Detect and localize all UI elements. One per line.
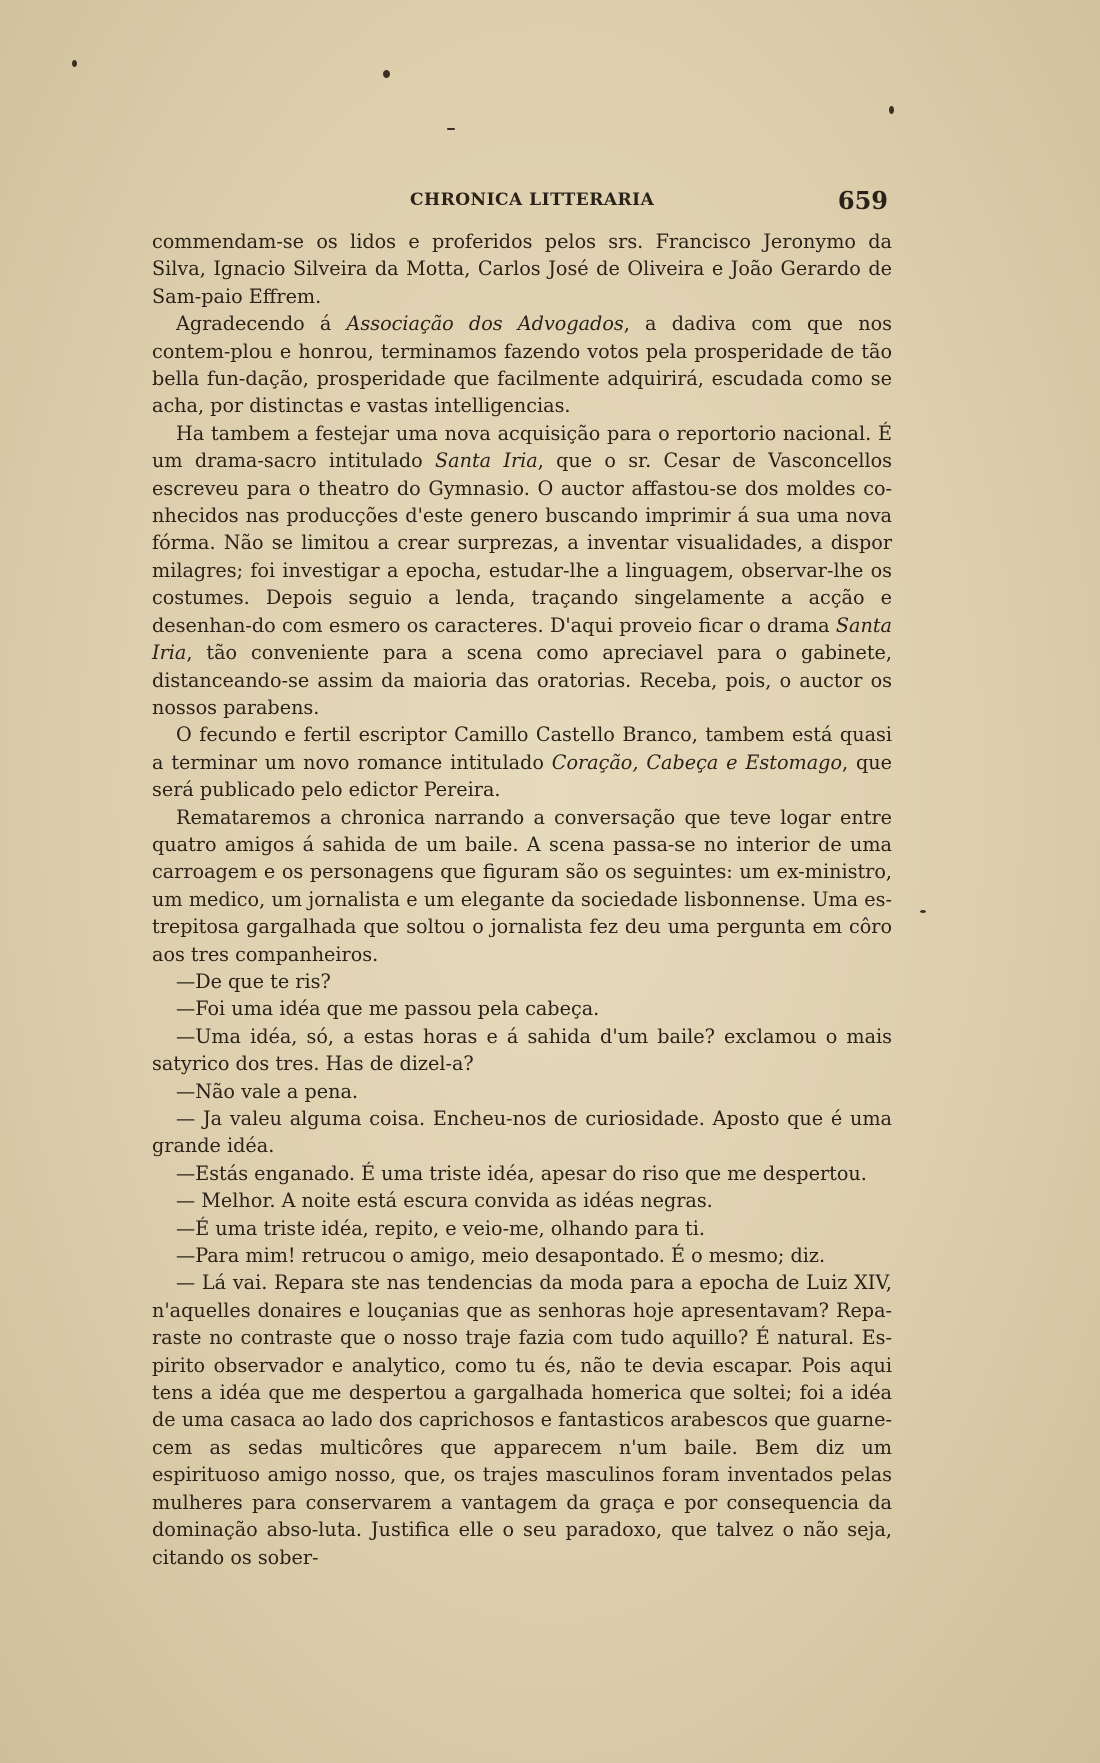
text-run: , que o sr. Cesar de Vasconcellos escreveu para o theatro do Gymnasio. O auctor affastou-se dos moldes co-nhecidos nas producções d'este genero buscando imprimir á sua uma nova fórma. Não se limitou a crear surprezas, a inventar visualidades, a dispor milagres; foi investigar a epocha, estudar-lhe a linguagem, observar-lhe os costumes. Depois seguio a lenda, traçando singelamente a acção e desenhan-do com esmero os caracteres. D'aqui proveio ficar o drama bbox=[152, 449, 892, 637]
text-run: — Lá vai. Repara ste nas tendencias da moda para a epocha de Luiz XIV, n'aquelles donaires e louçanias que as senhoras hoje apresentavam? Repa-raste no contraste que o nosso traje fazia com tudo aquillo? É natural. Es-pirito observador e analytico, como tu és, não te devia escapar. Pois aqui tens a idéa que me despertou a gargalhada homerica que soltei; foi a idéa de uma casaca ao lado dos caprichosos e fantasticos arabescos que guarne-cem as sedas multicôres que apparecem n'um baile. Bem diz um espirituoso amigo nosso, que, os trajes masculinos foram inventados pelas mulheres para conservarem a vantagem da graça e por consequencia da dominação abso-luta. Justifica elle o seu paradoxo, que talvez o não seja, citando os sober- bbox=[152, 1271, 892, 1569]
paragraph bbox=[152, 968, 892, 995]
text-run: O fecundo e fertil escriptor Camillo Castello Branco, tambem está quasi a terminar um novo romance intitulado bbox=[152, 723, 892, 774]
paragraph bbox=[152, 310, 892, 420]
paragraph bbox=[152, 1187, 892, 1214]
text-run: Agradecendo á bbox=[176, 312, 347, 336]
page-header bbox=[152, 186, 892, 216]
text-run: Remataremos a chronica narrando a conversação que teve logar entre quatro amigos á sahida de um baile. A scena passa-se no interior de uma carroagem e os personagens que figuram são os seguintes: um ex-ministro, um medico, um jornalista e um elegante da sociedade lisbonnense. Uma es-trepitosa gargalhada que soltou o jornalista fez deu uma pergunta em côro aos tres companheiros. bbox=[152, 805, 892, 966]
paragraph bbox=[152, 1078, 892, 1105]
paragraph bbox=[152, 1160, 892, 1187]
scan-speck bbox=[889, 106, 894, 114]
text-run: , que será publicado pelo edictor Pereira. bbox=[152, 750, 892, 802]
text-run: —É uma triste idéa, repito, e veio-me, olhando para ti. bbox=[176, 1216, 705, 1240]
paragraph bbox=[152, 1215, 892, 1242]
paragraph bbox=[152, 721, 892, 803]
text-run: , a dadiva com que nos contem-plou e honrou, terminamos fazendo votos pela prosperidade de tão bella fun-dação, prosperidade que facilmente adquirirá, escudada como se acha, por distinctas e vastas intelligencias. bbox=[152, 312, 892, 418]
text-run: — Melhor. A noite está escura convida as idéas negras. bbox=[176, 1189, 713, 1213]
italic-title: Santa Iria bbox=[435, 449, 538, 473]
body-text bbox=[152, 228, 892, 1571]
scan-speck bbox=[383, 70, 390, 78]
text-run: —De que te ris? bbox=[176, 969, 331, 993]
text-run: —Uma idéa, só, a estas horas e á sahida d'um baile? exclamou o mais satyrico dos tres. Has de dizel-a? bbox=[152, 1024, 892, 1076]
paragraph bbox=[152, 228, 892, 310]
text-run: —Para mim! retrucou o amigo, meio desapontado. É o mesmo; diz. bbox=[176, 1244, 826, 1268]
paragraph bbox=[152, 1105, 892, 1160]
scan-speck bbox=[920, 910, 926, 913]
italic-title: Coração, Cabeça e Estomago bbox=[551, 750, 843, 774]
scan-speck bbox=[447, 128, 455, 130]
text-run: — Ja valeu alguma coisa. Encheu-nos de curiosidade. Aposto que é uma grande idéa. bbox=[152, 1107, 892, 1158]
text-run: —Não vale a pena. bbox=[176, 1079, 359, 1103]
text-run: Ha tambem a festejar uma nova acquisição para o reportorio nacional. É um drama-sacro intitulado bbox=[152, 421, 892, 473]
page-number: 659 bbox=[837, 186, 888, 215]
text-run: , tão conveniente para a scena como apreciavel para o gabinete, distanceando-se assim da maioria das oratorias. Receba, pois, o auctor os nossos parabens. bbox=[152, 641, 892, 719]
paragraph bbox=[152, 1269, 892, 1570]
paragraph bbox=[152, 1242, 892, 1269]
text-run: —Foi uma idéa que me passou pela cabeça. bbox=[176, 997, 600, 1021]
text-run: —Estás enganado. É uma triste idéa, apesar do riso que me despertou. bbox=[176, 1161, 867, 1185]
paragraph bbox=[152, 420, 892, 721]
paragraph bbox=[152, 995, 892, 1022]
paragraph bbox=[152, 1023, 892, 1078]
italic-title: Associação dos Advogados bbox=[346, 312, 624, 336]
running-title: CHRONICA LITTERARIA bbox=[410, 190, 655, 210]
text-run: commendam-se os lidos e proferidos pelos srs. Francisco Jeronymo da Silva, Ignacio Silveira da Motta, Carlos José de Oliveira e João Gerardo de Sam-paio Effrem. bbox=[152, 230, 892, 308]
scan-speck bbox=[72, 60, 77, 67]
italic-title: Santa Iria bbox=[152, 613, 892, 665]
paragraph bbox=[152, 804, 892, 968]
